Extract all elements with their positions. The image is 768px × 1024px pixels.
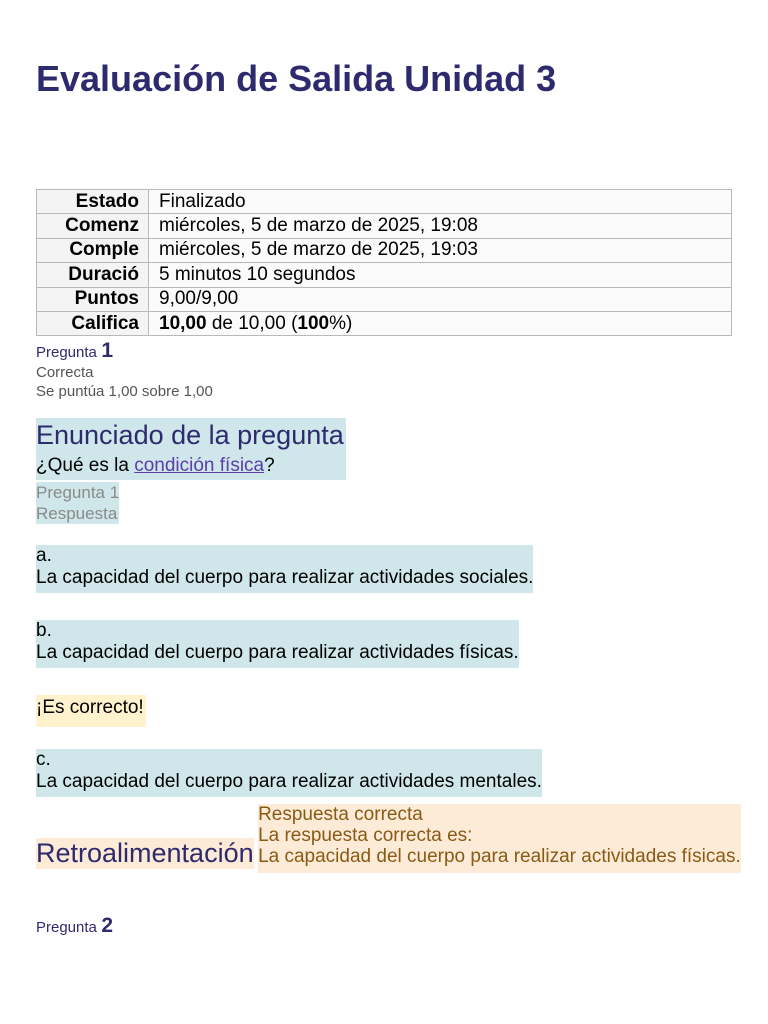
question-number: 1 (101, 339, 114, 362)
summary-label: Puntos (74, 288, 139, 310)
question-number: 2 (101, 914, 114, 937)
summary-label: Estado (75, 190, 139, 212)
summary-value: 5 minutos 10 segundos (149, 263, 732, 287)
question-state: Correcta (36, 364, 94, 381)
summary-value: miércoles, 5 de marzo de 2025, 19:03 (149, 238, 732, 262)
summary-row-status (37, 190, 732, 214)
summary-label: Comenz (65, 215, 139, 237)
grade-score: 10,00 (159, 312, 207, 334)
option-letter: b. (36, 620, 52, 641)
answer-option-b[interactable] (36, 620, 519, 668)
summary-label: Comple (69, 239, 139, 261)
screen-reader-labels (36, 482, 119, 524)
grade-middle: de 10,00 ( (206, 312, 298, 334)
question-1-text-block (36, 418, 346, 480)
feedback-line: Respuesta correcta (258, 804, 423, 825)
sr-answer-label: Respuesta (36, 504, 118, 523)
option-text: La capacidad del cuerpo para realizar actividades físicas. (36, 642, 519, 663)
page-title: Evaluación de Salida Unidad 3 (36, 58, 557, 99)
feedback-heading: Retroalimentación (36, 838, 254, 868)
summary-value (149, 311, 732, 335)
grade-percent: 100 (297, 312, 330, 334)
summary-row-points (37, 287, 732, 311)
summary-value: Finalizado (149, 190, 732, 214)
answer-option-a[interactable] (36, 545, 533, 593)
option-letter: c. (36, 749, 51, 770)
summary-label: Duració (68, 263, 139, 285)
question-1-number (36, 339, 213, 363)
summary-value: miércoles, 5 de marzo de 2025, 19:08 (149, 214, 732, 238)
summary-label: Califica (71, 312, 139, 334)
grade-suffix: %) (329, 312, 353, 334)
attempt-summary-table (36, 189, 732, 336)
question-text: ¿Qué es la condición física? (36, 455, 275, 476)
option-feedback (36, 695, 146, 727)
question-1-info (36, 339, 213, 401)
option-feedback-text: ¡Es correcto! (36, 695, 146, 727)
summary-row-started (37, 214, 732, 238)
question-grade: Se puntúa 1,00 sobre 1,00 (36, 383, 213, 400)
general-feedback (36, 804, 741, 873)
summary-row-duration (37, 263, 732, 287)
sr-question-label: Pregunta 1 (36, 483, 120, 502)
correct-answer-text: La capacidad del cuerpo para realizar actividades físicas. (258, 846, 741, 867)
question-2-info (36, 914, 113, 938)
question-label: Pregunta (36, 344, 97, 361)
summary-row-completed (37, 238, 732, 262)
feedback-line: La respuesta correcta es: (258, 825, 473, 846)
glossary-link[interactable]: condición física (134, 455, 265, 476)
option-letter: a. (36, 545, 52, 566)
summary-row-grade (37, 311, 732, 335)
answer-option-c[interactable] (36, 749, 542, 797)
question-text-heading: Enunciado de la pregunta (36, 420, 344, 450)
option-text: La capacidad del cuerpo para realizar actividades mentales. (36, 771, 542, 792)
question-label: Pregunta (36, 919, 97, 936)
summary-value: 9,00/9,00 (149, 287, 732, 311)
option-text: La capacidad del cuerpo para realizar actividades sociales. (36, 567, 534, 588)
